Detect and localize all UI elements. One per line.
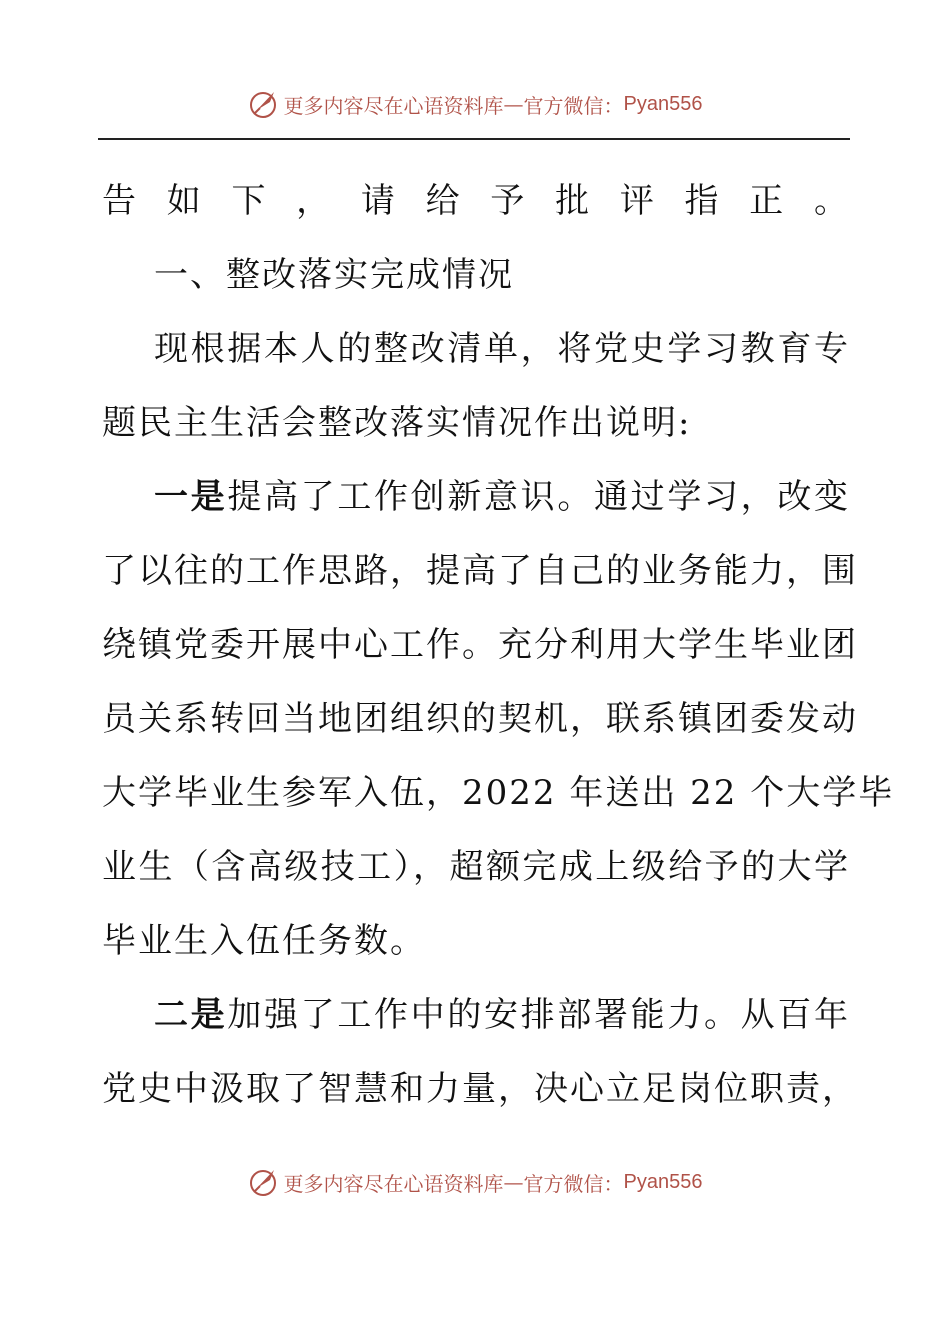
body-line: 业生（含高级技工），超额完成上级给予的大学 [102,847,850,887]
point-two-lead: 二是 [154,995,228,1035]
footer-wechat-id: Pyan556 [623,1170,703,1193]
body-line: 现根据本人的整改清单，将党史学习教育专 [154,329,850,369]
footer-banner [0,1162,950,1202]
point-one-lead: 一是 [154,477,228,517]
body-line: 题民主生活会整改落实情况作出说明: [102,403,692,443]
paragraph-point-two [102,984,850,1058]
header-banner [0,84,950,124]
footer-official: 官方微信： [523,1171,624,1196]
header-wechat-id: Pyan556 [623,92,703,115]
body-line-text: 提高了工作创新意识。通过学习，改变 [227,477,851,517]
section-heading: 一、整改落实完成情况 [154,255,514,295]
body-line: 大学毕业生参军入伍，2022 年送出 22 个大学毕 [102,773,895,813]
header-dash: — [503,92,524,116]
body-line: 了以往的工作思路，提高了自己的业务能力，围 [102,551,858,591]
paragraph-point-one [102,466,850,540]
document-body [102,170,895,1132]
body-line: 告如下，请给予批评指正。 [102,181,850,221]
body-line: 毕业生入伍任务数。 [102,921,426,961]
header-brand: 更多内容尽在心语资料库 [283,93,504,118]
footer-dash: — [503,1170,524,1194]
quill-circle-icon [248,1166,280,1198]
footer-brand: 更多内容尽在心语资料库 [283,1171,504,1196]
quill-circle-icon [248,88,280,120]
body-line: 绕镇党委开展中心工作。充分利用大学生毕业团 [102,625,858,665]
body-line: 员关系转回当地团组织的契机，联系镇团委发动 [102,699,858,739]
header-official: 官方微信： [523,93,624,118]
header-divider [98,138,850,140]
body-line-text: 加强了工作中的安排部署能力。从百年 [227,995,851,1035]
body-line: 党史中汲取了智慧和力量，决心立足岗位职责， [102,1069,858,1109]
